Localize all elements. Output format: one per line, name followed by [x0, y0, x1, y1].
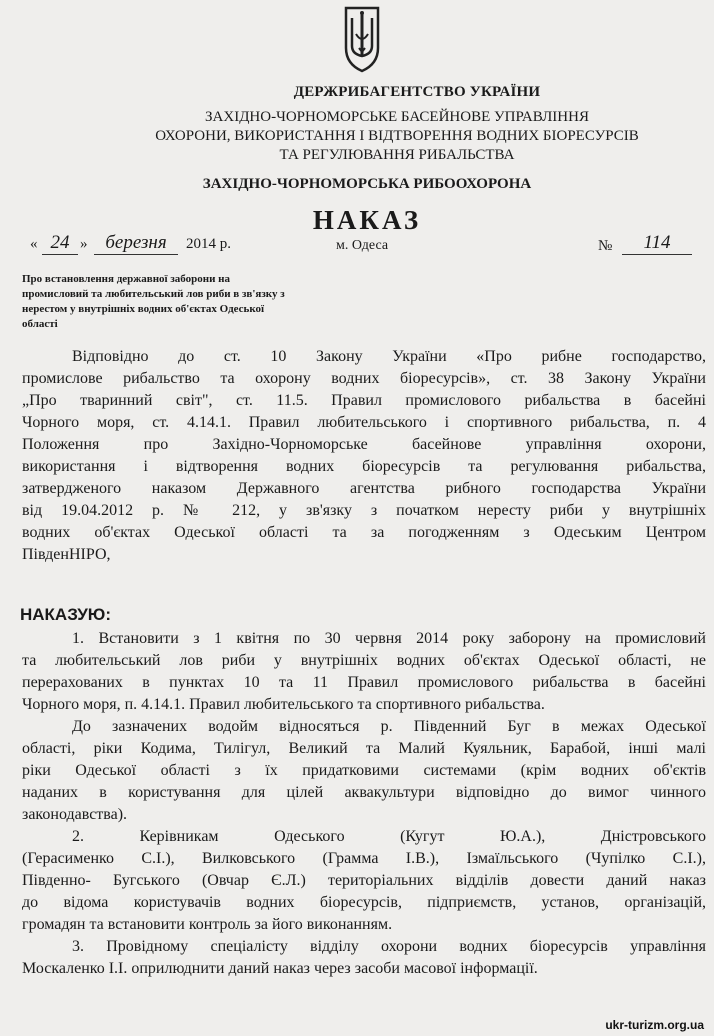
- text-line: ріки Одеської області з їх придатковими системами (крім водних об'єктів: [22, 762, 706, 779]
- order-subject: [22, 272, 352, 332]
- watermark: ukr-turizm.org.ua: [605, 1018, 704, 1032]
- department-line: ЗАХІДНО-ЧОРНОМОРСЬКЕ БАСЕЙНОВЕ УПРАВЛІННЯ: [205, 109, 589, 125]
- text-line: наданих в користування для цілей аквакультури відповідно до вимог чинного: [22, 784, 706, 801]
- document-title: НАКАЗ: [312, 205, 422, 235]
- subject-line: нерестом у внутрішніх водних об'єктах Одеської: [22, 303, 265, 315]
- subject-line: області: [22, 318, 58, 330]
- trident-emblem-icon: [341, 4, 383, 74]
- subject-line: промисловий та любительський лов риби в зв'язку з: [22, 288, 285, 300]
- text-line: від 19.04.2012 р. № 212, у зв'язку з початком нересту риби у внутрішніх: [22, 502, 706, 519]
- text-line: області, ріки Кодима, Тилігул, Великий та Малий Куяльник, Барабой, інші малі: [22, 740, 706, 757]
- text-line: Відповідно до ст. 10 Закону України «Про рибне господарство,: [72, 348, 706, 365]
- text-line: 1. Встановити з 1 квітня по 30 червня 2014 року заборону на промисловий: [72, 630, 706, 647]
- text-line: та любительський лов риби у внутрішніх водних об'єктах Одеської області, не: [22, 652, 706, 669]
- text-line: промислове рибальство та охорону водних біоресурсів», ст. 38 Закону України: [22, 370, 706, 387]
- text-line: Південно- Бугського (Овчар Є.Л.) територіальних відділів довести даний наказ: [22, 872, 706, 889]
- text-line: водних об'єктах Одеської області та за погодженням з Одеським Центром: [22, 524, 706, 541]
- text-line: до відома користувачів водних біоресурсів, підприємств, установ, організацій,: [22, 894, 706, 911]
- text-line: Москаленко І.І. оприлюднити даний наказ через засоби масової інформації.: [22, 960, 538, 977]
- text-line: громадян та встановити контроль за його виконанням.: [22, 916, 393, 933]
- text-line: „Про тваринний світ", ст. 11.5. Правил промислового рибальства в басейні: [22, 392, 706, 409]
- date-year: 2014 р.: [186, 236, 231, 252]
- text-line: Чорного моря, ст. 4.14.1. Правил любительського і спортивного рибальства, п. 4: [22, 414, 706, 431]
- date-number-line: [30, 232, 690, 260]
- text-line: 3. Провідному спеціалісту відділу охорони водних біоресурсів управління: [72, 938, 706, 955]
- date-quote-open: «: [30, 236, 38, 252]
- text-line: перерахованих в пунктах 10 та 11 Правил промислового рибальства в басейні: [22, 674, 706, 691]
- order-number: 114: [622, 232, 692, 255]
- text-line: Положення про Західно-Чорноморське басейнове управління охорони,: [22, 436, 706, 453]
- department-name: [40, 108, 714, 165]
- department-line: ОХОРОНИ, ВИКОРИСТАННЯ І ВІДТВОРЕННЯ ВОДНИХ БІОРЕСУРСІВ: [155, 128, 639, 144]
- fishery-name: ЗАХІДНО-ЧОРНОМОРСЬКА РИБООХОРОНА: [202, 176, 532, 192]
- preamble-paragraph: [22, 346, 706, 566]
- text-line: (Герасименко С.І.), Вилковського (Грамма І.В.), Ізмаїльського (Чупілко С.І.),: [22, 850, 706, 867]
- text-line: 2. Керівникам Одеського (Кугут Ю.А.), Дністровського: [72, 828, 706, 845]
- date-month: березня: [94, 232, 178, 255]
- text-line: ПівденНІРО,: [22, 546, 111, 563]
- number-sign: №: [598, 238, 613, 254]
- department-line: ТА РЕГУЛЮВАННЯ РИБАЛЬСТВА: [279, 147, 515, 163]
- text-line: Чорного моря, п. 4.14.1. Правил любительського та спортивного рибальства.: [22, 696, 545, 713]
- order-items: [22, 628, 706, 980]
- agency-name: ДЕРЖРИБАГЕНТСТВО УКРАЇНИ: [293, 84, 541, 100]
- order-heading: НАКАЗУЮ:: [20, 605, 111, 624]
- text-line: затвердженого наказом Державного агентства рибного господарства України: [22, 480, 706, 497]
- text-line: До зазначених водойм відносяться р. Південний Буг в межах Одеської: [72, 718, 706, 735]
- date-quote-close: »: [80, 236, 88, 252]
- subject-line: Про встановлення державної заборони на: [22, 273, 230, 285]
- text-line: використання і відтворення водних біоресурсів та регулювання рибальства,: [22, 458, 706, 475]
- text-line: законодавства).: [22, 806, 128, 823]
- city: м. Одеса: [336, 238, 389, 253]
- date-day: 24: [42, 232, 78, 255]
